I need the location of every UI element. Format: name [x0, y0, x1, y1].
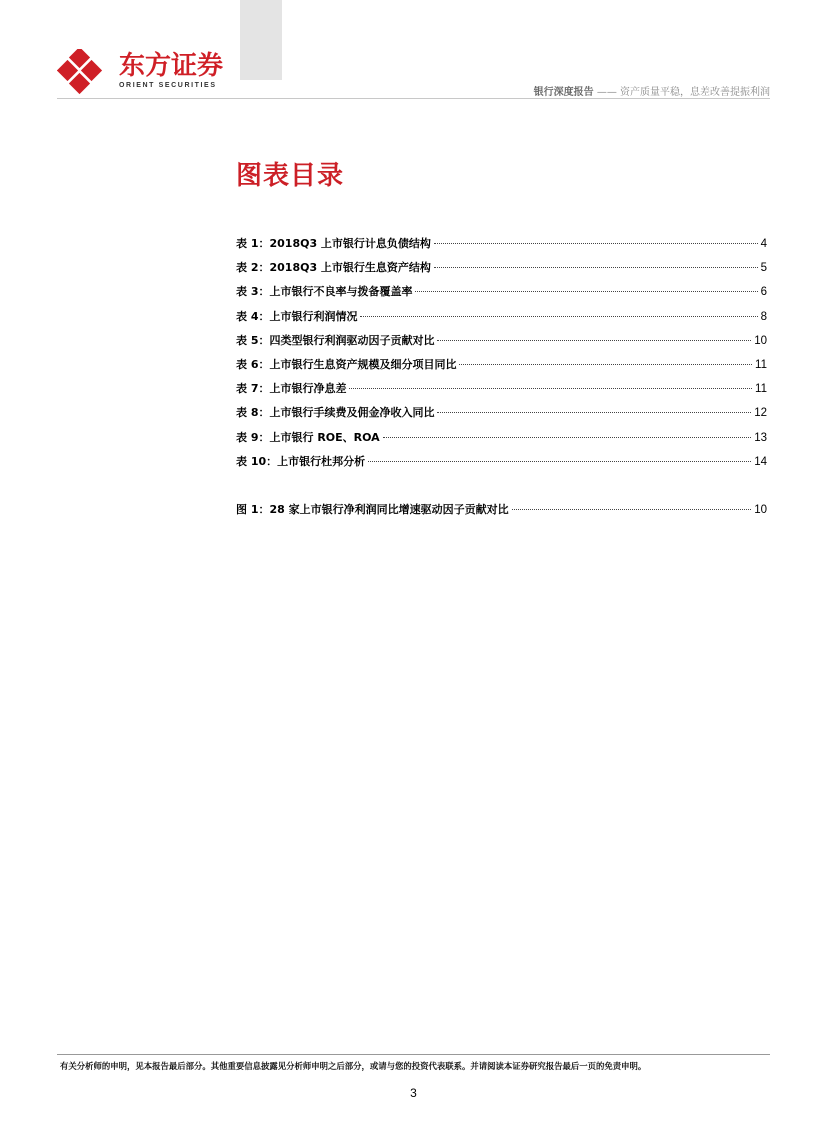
footer-divider [57, 1054, 770, 1055]
toc-leader-dots [434, 267, 758, 268]
toc-entry-page: 6 [760, 286, 767, 299]
toc-entry-page: 14 [754, 455, 767, 468]
toc-title: 图表目录 [236, 161, 345, 191]
orient-securities-logo-icon [57, 49, 105, 95]
logo-english-name: ORIENT SECURITIES [119, 82, 217, 89]
footer-disclaimer: 有关分析师的申明，见本报告最后部分。其他重要信息披露见分析师申明之后部分，或请与您的投资代表联系。并请阅读本证券研究报告最后一页的免责申明。 [60, 1061, 647, 1071]
toc-leader-dots [437, 412, 751, 413]
toc-leader-dots [415, 291, 757, 292]
toc-leader-dots [512, 509, 752, 510]
toc-leader-dots [459, 364, 752, 365]
toc-entry-label: 图 1：28 家上市银行净利润同比增速驱动因子贡献对比 [236, 502, 509, 516]
toc-section-gap [236, 477, 767, 501]
toc-entry-table-7[interactable] [236, 380, 767, 404]
toc-entry-table-10[interactable] [236, 453, 767, 477]
toc-entry-label: 表 8：上市银行手续费及佣金净收入同比 [236, 406, 435, 420]
toc-entry-label: 表 9：上市银行 ROE、ROA [236, 430, 380, 444]
toc-entry-page: 10 [754, 334, 767, 347]
logo-chinese-name: 东方证券 [119, 51, 224, 81]
toc-leader-dots [360, 316, 757, 317]
toc-entry-label: 表 1：2018Q3 上市银行计息负债结构 [236, 237, 431, 250]
toc-entry-page: 12 [754, 407, 767, 420]
toc-entry-label: 表 2：2018Q3 上市银行生息资产结构 [236, 261, 431, 275]
report-header-title [534, 83, 770, 98]
toc-entry-page: 11 [755, 383, 767, 396]
toc-entry-label: 表 5：四类型银行利润驱动因子贡献对比 [236, 333, 435, 347]
toc-list [236, 235, 767, 525]
header-separator: —— [596, 87, 617, 98]
toc-entry-label: 表 4：上市银行利润情况 [236, 309, 358, 323]
toc-entry-page: 8 [760, 310, 767, 323]
toc-entry-table-2[interactable] [236, 259, 767, 283]
toc-leader-dots [437, 340, 751, 341]
toc-entry-page: 13 [754, 431, 767, 444]
toc-entry-table-4[interactable] [236, 308, 767, 332]
toc-entry-page: 10 [754, 503, 767, 516]
toc-entry-table-9[interactable] [236, 429, 767, 453]
toc-entry-figure-1[interactable] [236, 501, 767, 525]
toc-entry-page: 11 [755, 358, 767, 371]
toc-entry-page: 4 [760, 238, 767, 250]
toc-entry-table-8[interactable] [236, 404, 767, 428]
report-subtitle: 资产质量平稳，息差改善提振利润 [620, 87, 770, 98]
toc-entry-label: 表 3：上市银行不良率与拨备覆盖率 [236, 285, 413, 299]
toc-entry-page: 5 [760, 262, 767, 275]
toc-leader-dots [383, 437, 752, 438]
toc-entry-table-1[interactable] [236, 235, 767, 259]
header-divider [57, 98, 770, 99]
toc-leader-dots [434, 243, 758, 244]
toc-entry-label: 表 10：上市银行杜邦分析 [236, 454, 366, 468]
toc-entry-table-3[interactable] [236, 283, 767, 307]
toc-leader-dots [368, 461, 751, 462]
toc-entry-label: 表 7：上市银行净息差 [236, 382, 347, 396]
toc-entry-table-5[interactable] [236, 332, 767, 356]
company-logo [57, 49, 222, 95]
toc-entry-table-6[interactable] [236, 356, 767, 380]
toc-entry-label: 表 6：上市银行生息资产规模及细分项目同比 [236, 357, 457, 371]
report-type: 银行深度报告 [533, 87, 594, 98]
header-decor-band [240, 0, 282, 80]
toc-leader-dots [349, 388, 752, 389]
page-number: 3 [410, 1086, 417, 1100]
